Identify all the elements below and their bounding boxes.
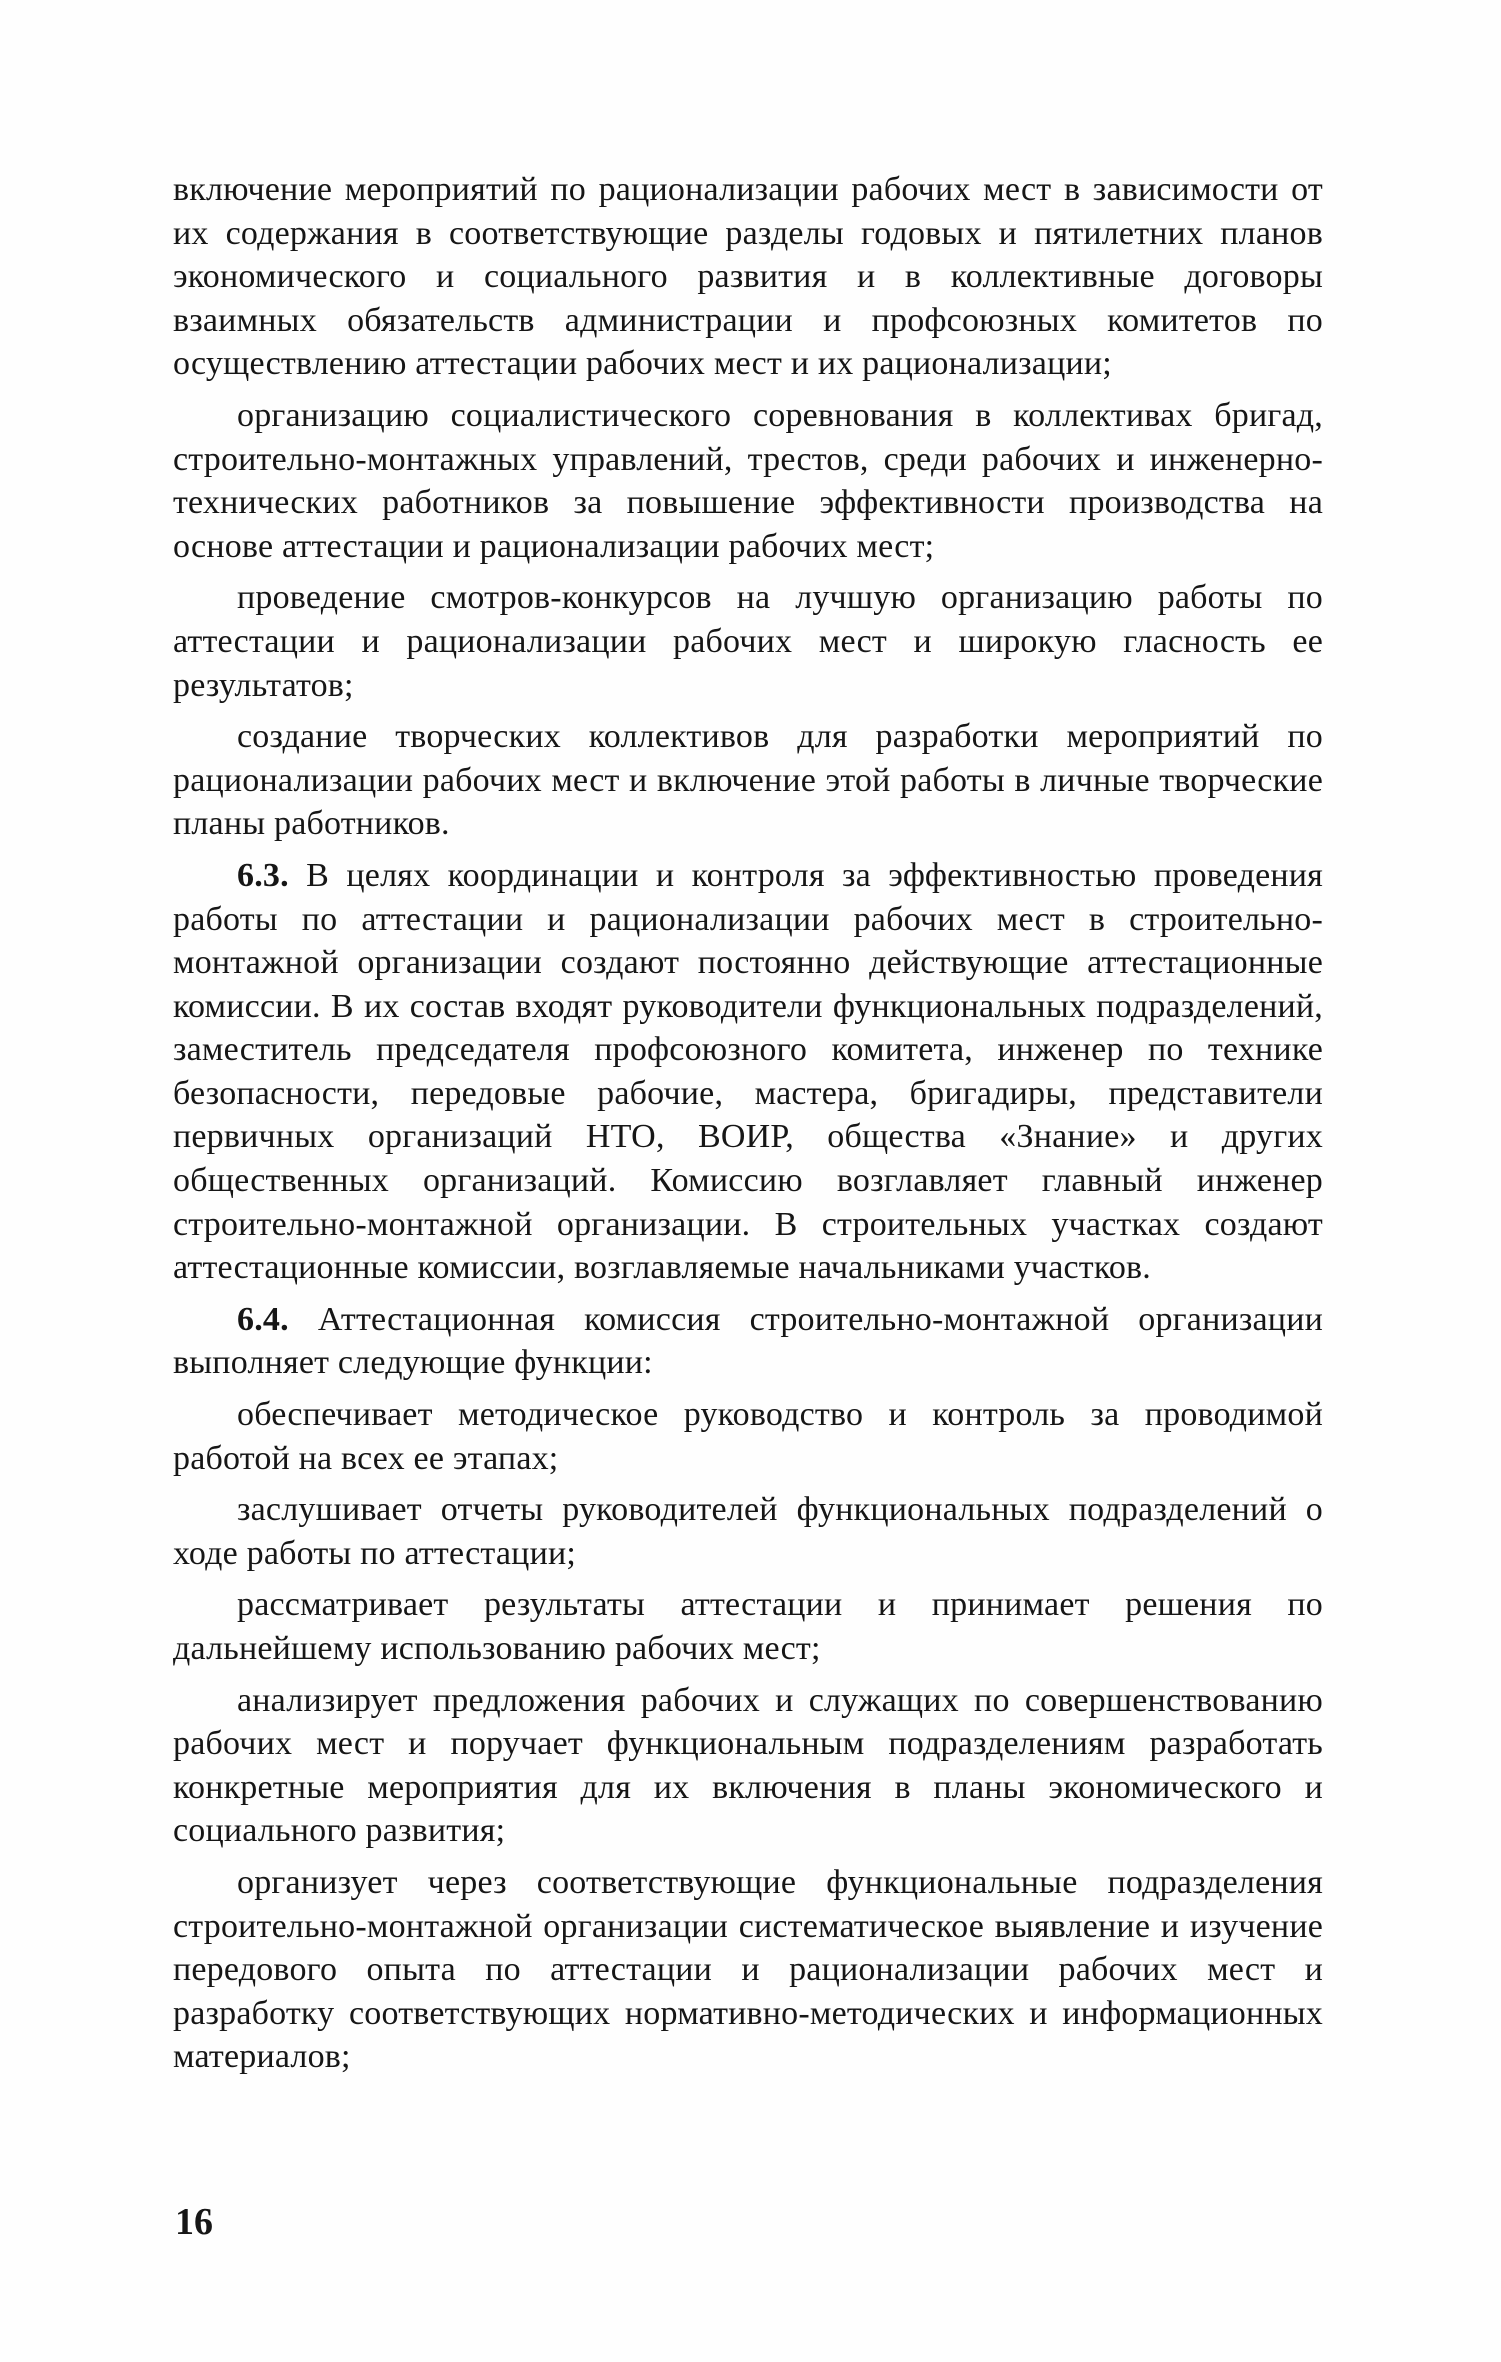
paragraph <box>173 576 1323 707</box>
paragraph-text: анализирует предложения рабочих и служащих по совершенствованию рабочих мест и поручает функциональным подразделениям разработать конкретные мероприятия для их включения в планы экономического и социального развития; <box>173 1681 1323 1850</box>
paragraph <box>173 394 1323 568</box>
paragraph-6-3 <box>173 854 1323 1290</box>
paragraph <box>173 1861 1323 2079</box>
paragraph <box>173 1488 1323 1575</box>
paragraph-text: включение мероприятий по рационализации рабочих мест в зависимости от их содержания в соответствующие разделы годовых и пятилетних планов экономического и социального развития и в коллективные договоры взаимных обязательств администрации и профсоюзных комитетов по осуществлению аттестации рабочих мест и их рационализации; <box>173 171 1323 383</box>
paragraph <box>173 715 1323 846</box>
page-text <box>173 168 1323 2087</box>
paragraph-text: организацию социалистического соревнования в коллективах бригад, строительно-монтажных управлений, трестов, среди рабочих и инженерно-технических работников за повышение эффективности производства на основе аттестации и рационализации рабочих мест; <box>173 396 1323 565</box>
paragraph <box>173 1393 1323 1480</box>
page-number: 16 <box>175 2201 213 2243</box>
paragraph-text: обеспечивает методическое руководство и контроль за проводимой работой на всех ее этапах; <box>173 1396 1323 1477</box>
paragraph-text: организует через соответствующие функциональные подразделения строительно-монтажной организации систематическое выявление и изучение передового опыта по аттестации и рационализации рабочих мест и разработку соответствующих нормативно-методических и информационных материалов; <box>173 1863 1323 2076</box>
section-number: 6.4. <box>237 1300 289 1338</box>
paragraph-text: проведение смотров-конкурсов на лучшую организацию работы по аттестации и рационализации рабочих мест и широкую гласность ее результатов; <box>173 579 1323 704</box>
paragraph-text: рассматривает результаты аттестации и принимает решения по дальнейшему использованию рабочих мест; <box>173 1586 1323 1667</box>
paragraph-text: создание творческих коллективов для разработки мероприятий по рационализации рабочих мест и включение этой работы в личные творческие планы работников. <box>173 718 1323 843</box>
paragraph-text: В целях координации и контроля за эффективностью проведения работы по аттестации и рационализации рабочих мест в строительно-монтажной организации создают постоянно действующие аттестационные комиссии. В их состав входят руководители функциональных подразделений, заместитель председателя профсоюзного комитета, инженер по технике безопасности, передовые рабочие, мастера, бригадиры, представители первичных организаций НТО, ВОИР, общества «Знание» и других общественных организаций. Комиссию возглавляет главный инженер строительно-монтажной организации. В строительных участках создают аттестационные комиссии, возглавляемые начальниками участков. <box>173 856 1323 1287</box>
paragraph-text: заслушивает отчеты руководителей функциональных подразделений о ходе работы по аттестации; <box>173 1491 1323 1572</box>
paragraph <box>173 168 1323 386</box>
paragraph-text: Аттестационная комиссия строительно-монтажной организации выполняет следующие функции: <box>173 1300 1323 1382</box>
section-number: 6.3. <box>237 856 289 894</box>
paragraph <box>173 1679 1323 1853</box>
paragraph <box>173 1583 1323 1670</box>
paragraph-6-4 <box>173 1298 1323 1385</box>
